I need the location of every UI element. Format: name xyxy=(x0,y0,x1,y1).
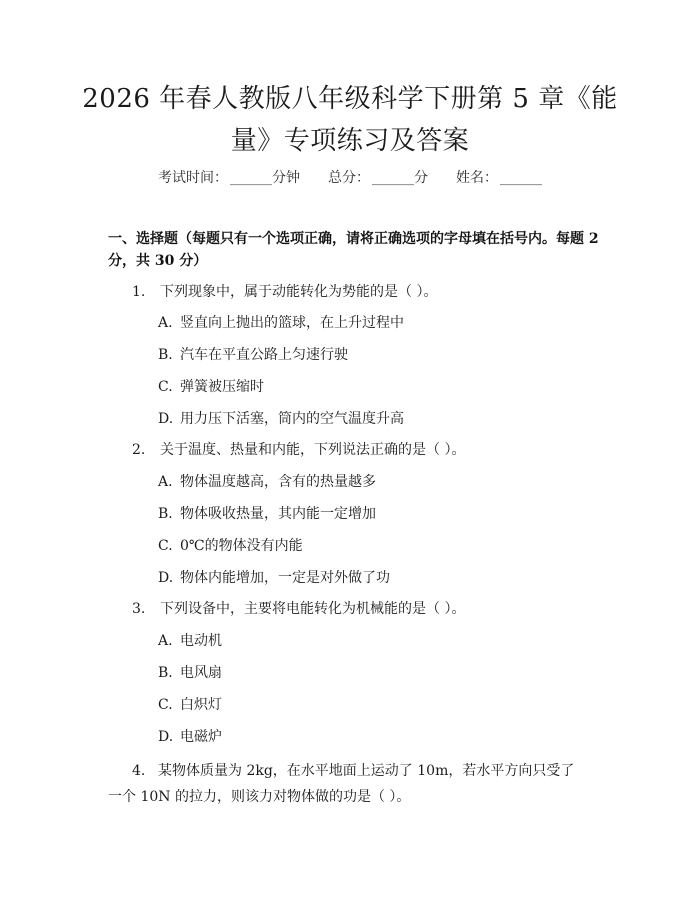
option-letter: C. xyxy=(158,538,173,554)
option-letter: A. xyxy=(158,474,173,490)
question-1-option-a xyxy=(158,313,578,333)
question-3-option-a xyxy=(158,631,578,651)
exam-time-field xyxy=(158,168,300,188)
question-3-option-b xyxy=(158,663,578,683)
exam-meta xyxy=(0,168,700,188)
question-text: 下列设备中，主要将电能转化为机械能的是（ ）。 xyxy=(160,601,466,617)
question-2 xyxy=(132,440,612,460)
question-3-option-c xyxy=(158,695,578,715)
option-letter: A. xyxy=(158,633,173,649)
total-score-field xyxy=(328,168,428,188)
question-3-option-d xyxy=(158,727,578,747)
section-heading: 一、选择题（每题只有一个选项正确，请将正确选项的字母填在括号内。每题 2 分，共 30 分） xyxy=(108,231,599,269)
option-letter: B. xyxy=(158,665,173,681)
student-name-value: ______ xyxy=(500,170,542,186)
question-number: 1. xyxy=(132,284,146,300)
document-title: 2026 年春人教版八年级科学下册第 5 章《能量》专项练习及答案 xyxy=(82,84,618,156)
option-text: 电磁炉 xyxy=(180,729,222,745)
option-letter: C. xyxy=(158,379,173,395)
question-number: 4. xyxy=(132,763,146,779)
exam-time-label: 考试时间： xyxy=(158,170,228,186)
question-2-option-b xyxy=(158,504,578,524)
option-letter: B. xyxy=(158,506,173,522)
question-2-option-a xyxy=(158,472,578,492)
option-letter: D. xyxy=(158,729,174,745)
question-text: 某物体质量为 2kg，在水平地面上运动了 10m，若水平方向只受了一个 10N 的拉力，则该力对物体做的功是（ ）。 xyxy=(108,763,575,805)
option-letter: D. xyxy=(158,570,174,586)
option-letter: B. xyxy=(158,347,173,363)
option-letter: C. xyxy=(158,697,173,713)
option-text: 电风扇 xyxy=(180,665,222,681)
option-text: 物体温度越高，含有的热量越多 xyxy=(180,474,376,490)
question-text: 下列现象中，属于动能转化为势能的是（ ）。 xyxy=(160,284,438,300)
option-text: 0℃的物体没有内能 xyxy=(180,538,303,554)
option-text: 电动机 xyxy=(180,633,222,649)
question-1 xyxy=(132,282,612,302)
total-score-value: ______分 xyxy=(372,170,428,186)
option-text: 白炽灯 xyxy=(180,697,222,713)
option-letter: A. xyxy=(158,315,173,331)
option-text: 物体内能增加，一定是对外做了功 xyxy=(180,570,390,586)
option-text: 用力压下活塞，筒内的空气温度升高 xyxy=(180,411,404,427)
option-text: 汽车在平直公路上匀速行驶 xyxy=(180,347,348,363)
question-4 xyxy=(108,758,588,810)
option-text: 物体吸收热量，其内能一定增加 xyxy=(180,506,376,522)
question-1-option-b xyxy=(158,345,578,365)
question-2-option-c xyxy=(158,536,578,556)
question-2-option-d xyxy=(158,568,578,588)
question-number: 3. xyxy=(132,601,146,617)
question-3 xyxy=(132,599,612,619)
question-text: 关于温度、热量和内能，下列说法正确的是（ ）。 xyxy=(160,442,466,458)
question-1-option-d xyxy=(158,409,578,429)
option-text: 弹簧被压缩时 xyxy=(180,379,264,395)
question-1-option-c xyxy=(158,377,578,397)
student-name-label: 姓名： xyxy=(456,170,498,186)
exam-time-value: ______分钟 xyxy=(230,170,300,186)
student-name-field xyxy=(456,168,542,188)
option-text: 竖直向上抛出的篮球，在上升过程中 xyxy=(180,315,404,331)
option-letter: D. xyxy=(158,411,174,427)
total-score-label: 总分： xyxy=(328,170,370,186)
question-number: 2. xyxy=(132,442,146,458)
